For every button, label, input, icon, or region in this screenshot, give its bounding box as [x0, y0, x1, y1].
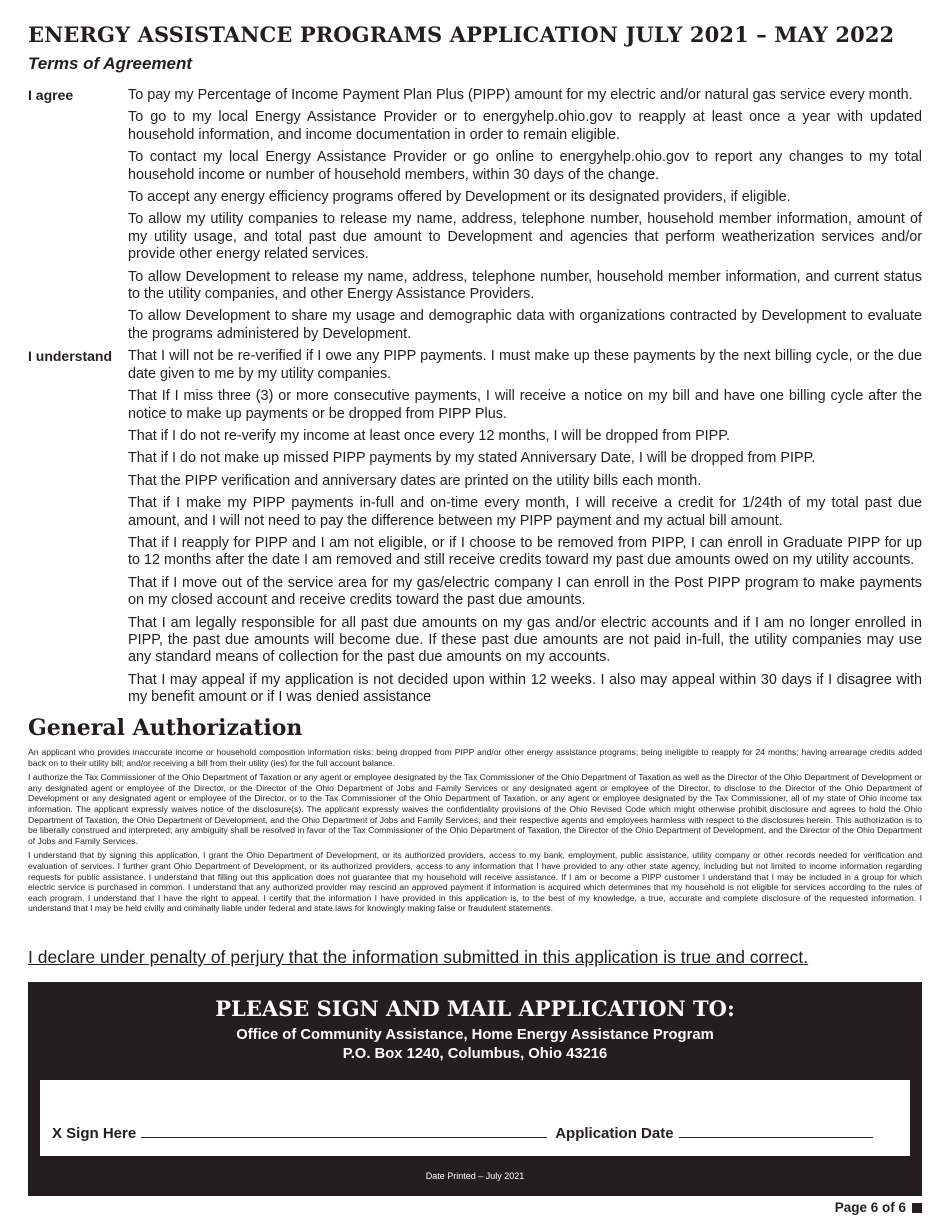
general-authorization-body: [28, 747, 922, 918]
term-item: That the PIPP verification and anniversary dates are printed on the utility bills each month.: [128, 472, 702, 489]
signature-field[interactable]: [141, 1123, 547, 1138]
term-item: To go to my local Energy Assistance Provider or to energyhelp.ohio.gov to reapply at least once a year with updated household information, and income documentation in order to remain eligible.: [128, 109, 922, 143]
term-item: That I am legally responsible for all past due amounts on my gas and/or electric accounts and if I am no longer enrolled in PIPP, the past due amounts will become due. If these past due amounts are not paid in-full, the utility companies may use any standard means of collection for the past due amounts on my accounts.: [128, 614, 922, 666]
term-item: That if I do not re-verify my income at least once every 12 months, I will be dropped from PIPP.: [128, 427, 731, 444]
terms-group-items: [128, 348, 922, 711]
authorization-paragraph: An applicant who provides inaccurate income or household composition information risks: being dropped from PIPP and/or other energy assistance programs; being ineligible to reapply for 24 months; having arrearage credits added back on to their utility bill; and/or receiving a bill from their utility (ies) for the full account balance.: [28, 747, 922, 768]
term-item: That if I do not make up missed PIPP payments by my stated Anniversary Date, I will be dropped from PIPP.: [128, 450, 816, 467]
mail-address-line-2: P.O. Box 1240, Columbus, Ohio 43216: [342, 1046, 608, 1062]
square-bullet-icon: [912, 1203, 922, 1213]
perjury-declaration: I declare under penalty of perjury that the information submitted in this application is true and correct.: [28, 947, 809, 967]
term-item: That I may appeal if my application is not decided upon within 12 weeks. I also may appeal within 30 days if I disagree with my benefit amount or if I was denied assistance: [128, 671, 922, 706]
authorization-paragraph: I authorize the Tax Commissioner of the Ohio Department of Taxation or any agent or employee designated by the Tax Commissioner of the Ohio Department of Taxation as well as the Director of the Ohio Department of Development or any designated agent or employee of the Director, or the Director of the Ohio Department of Jobs and Family Services or any designated agent or employee of the Director, to disclose to the Director of the Ohio Department of Development or any designated agent or employee of the Director, or to the Tax Commissioner of the Ohio Department of Taxation, or any agent or employee designated by the Tax Commissioner, all of my state of Ohio income tax information. The applicant expressly waives notice of the disclosure(s). The applicant expressly waives the confidentiality provisions of the Ohio Revised Code which might otherwise prohibit disclosure and agrees to hold the Ohio Department of Taxation, the Ohio Department of Development, and the Ohio Department of Jobs and Family Services, and their respective agents and employees harmless with respect to the disclosures herein. This authorization is to be liberally construed and interpreted; any ambiguity shall be resolved in favor of the Tax Commissioner of the Ohio Department of Taxation, the Director of the Ohio Department of Development, and the Director of the Ohio Department of Jobs and Family Services.: [28, 772, 922, 846]
term-item: To allow Development to release my name, address, telephone number, household member information, and current status to the utility companies, and other Energy Assistance Providers.: [128, 268, 922, 303]
application-date-label: Application Date: [555, 1125, 674, 1142]
mail-address-line-1: Office of Community Assistance, Home Energy Assistance Program: [236, 1027, 714, 1043]
term-item: To allow Development to share my usage and demographic data with organizations contracted by Development to evaluate the programs administered by Development.: [128, 308, 922, 342]
date-printed: Date Printed – July 2021: [425, 1171, 525, 1181]
term-item: To accept any energy efficiency programs offered by Development or its designated providers, if eligible.: [128, 189, 791, 206]
terms-group-label: I agree: [28, 87, 74, 103]
terms-group-label: I understand: [28, 348, 113, 365]
signature-panel: [40, 1080, 910, 1156]
term-item: That If I miss three (3) or more consecutive payments, I will receive a notice on my bill and have one billing cycle after the notice to make up payments or be dropped from PIPP Plus.: [128, 388, 922, 422]
general-authorization-heading: General Authorization: [28, 715, 303, 741]
page-number-label: Page 6 of 6: [834, 1200, 906, 1215]
term-item: To allow my utility companies to release my name, address, telephone number, household member information, amount of my utility usage, and total past due amount to Development and agencies that perform weatherization services and/or provide other energy related services.: [128, 211, 922, 263]
term-item: To pay my Percentage of Income Payment Plan Plus (PIPP) amount for my electric and/or natural gas service every month.: [128, 87, 913, 103]
term-item: That I will not be re-verified if I owe any PIPP payments. I must make up these payments by the next billing cycle, or the due date given to me by my utility companies.: [128, 348, 922, 382]
document-title: ENERGY ASSISTANCE PROGRAMS APPLICATION JULY 2021 – MAY 2022: [28, 22, 895, 47]
terms-subtitle: Terms of Agreement: [28, 54, 193, 73]
page-number: [835, 1200, 922, 1215]
sign-here-label: X Sign Here: [52, 1125, 137, 1142]
terms-group-items: [128, 87, 922, 348]
terms-group: [28, 348, 922, 711]
term-item: That if I reapply for PIPP and I am not eligible, or if I choose to be removed from PIPP, I can enroll in Graduate PIPP for up to 12 months after the date I am removed and still receive credits toward my past due amounts owed on my utility accounts.: [128, 534, 922, 569]
term-item: That if I make my PIPP payments in-full and on-time every month, I will receive a credit for 1/24th of my total past due amount, and I will not need to pay the difference between my PIPP payment and my actual bill amount.: [128, 495, 922, 529]
terms-group: [28, 87, 922, 348]
term-item: That if I move out of the service area for my gas/electric company I can enroll in the Post PIPP program to make payments on my closed account and receive credits toward the past due amounts.: [128, 574, 922, 609]
application-date-field[interactable]: [679, 1123, 873, 1138]
mail-instructions-box: [28, 982, 922, 1196]
term-item: To contact my local Energy Assistance Provider or go online to energyhelp.ohio.gov to report any changes to my total household income or number of household members, within 30 days of the change.: [128, 149, 922, 183]
signature-row: [52, 1123, 873, 1142]
terms-of-agreement: [28, 87, 922, 712]
mail-heading: PLEASE SIGN AND MAIL APPLICATION TO:: [215, 996, 735, 1021]
authorization-paragraph: I understand that by signing this application, I grant the Ohio Department of Development, or its authorized providers, access to my bank, employment, public assistance, utility company or other records needed for verification and evaluation of services. I further grant Ohio Department of Development, or its authorized providers, access to any information that I have provided to any other state agency, including but not limited to income information regarding requests for public assistance. I understand that filling out this application does not guarantee that my household will receive assistance. If I am or become a PIPP customer I understand that I may be included in a group for which electric service is purchased in common. I understand that any authorized provider may rescind an approved payment if information is acquired which determines that my household is not eligible for services according to the rules of each program. I understand that I have the right to appeal. I certify that the information I have provided in this application is, to the best of my knowledge, a true, accurate and complete disclosure of the requested information. I understand that I may be held civilly and criminally liable under federal and state laws for knowingly making false or fraudulent statements.: [28, 850, 922, 914]
